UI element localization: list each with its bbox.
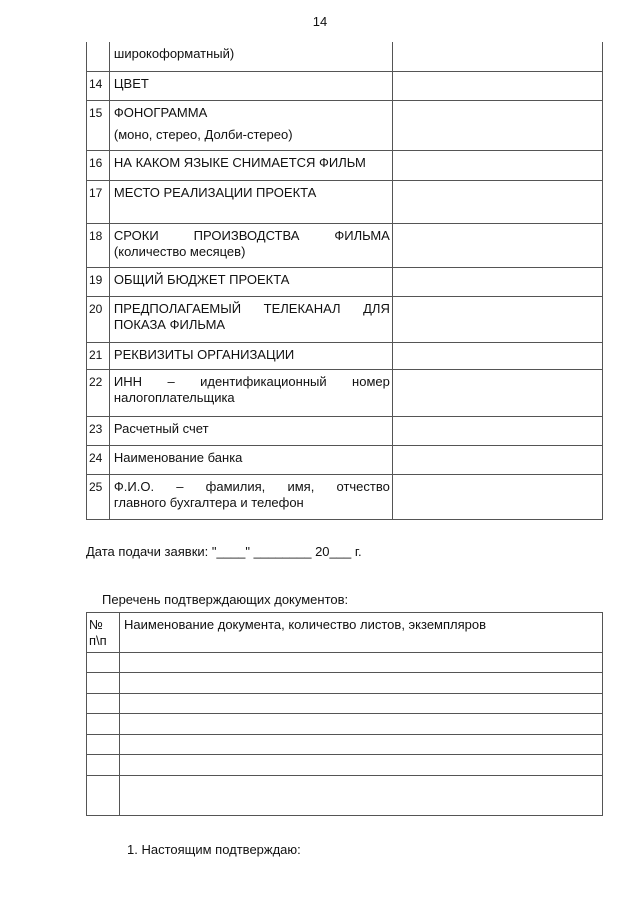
row-number: 17 bbox=[87, 180, 110, 223]
row-value-cell bbox=[392, 71, 602, 100]
table-row bbox=[87, 714, 603, 735]
row-label bbox=[109, 342, 392, 369]
row-label-text: ЦВЕТ bbox=[113, 75, 149, 91]
row-value-cell bbox=[392, 342, 602, 369]
row-label-text: РЕКВИЗИТЫ ОРГАНИЗАЦИИ bbox=[113, 346, 295, 362]
table-row bbox=[87, 735, 603, 755]
table-row bbox=[87, 223, 603, 267]
table-row bbox=[87, 369, 603, 416]
row-label-text: Ф.И.О. – фамилия, имя, отчество bbox=[113, 478, 390, 494]
row-value-cell bbox=[392, 416, 602, 445]
application-form-table bbox=[86, 42, 603, 520]
row-label-text: ПРЕДПОЛАГАЕМЫЙ ТЕЛЕКАНАЛ ДЛЯ bbox=[113, 300, 390, 316]
empty-cell bbox=[87, 755, 120, 776]
empty-cell bbox=[87, 694, 120, 714]
row-label-subtext: (количество месяцев) bbox=[113, 243, 246, 259]
row-label bbox=[109, 71, 392, 100]
row-number: 16 bbox=[87, 150, 110, 180]
row-label-subtext: главного бухгалтера и телефон bbox=[113, 494, 304, 510]
row-value-cell bbox=[392, 445, 602, 474]
application-date-line: Дата подачи заявки: "____" ________ 20___ г. bbox=[86, 544, 362, 559]
row-number: 25 bbox=[87, 474, 110, 519]
table-row bbox=[87, 755, 603, 776]
row-number: 23 bbox=[87, 416, 110, 445]
documents-table bbox=[86, 612, 603, 816]
row-number: 20 bbox=[87, 296, 110, 342]
table-row bbox=[87, 776, 603, 816]
row-label-text: НА КАКОМ ЯЗЫКЕ СНИМАЕТСЯ ФИЛЬМ bbox=[113, 154, 366, 170]
row-label-text: ОБЩИЙ БЮДЖЕТ ПРОЕКТА bbox=[113, 271, 290, 287]
table-row bbox=[87, 71, 603, 100]
row-value-cell bbox=[392, 474, 602, 519]
row-number bbox=[87, 42, 110, 71]
row-label bbox=[109, 42, 392, 71]
table-row bbox=[87, 474, 603, 519]
row-label-text: ИНН – идентификационный номер bbox=[113, 373, 390, 389]
table-header-row bbox=[87, 613, 603, 653]
row-number: 15 bbox=[87, 100, 110, 150]
row-number: 14 bbox=[87, 71, 110, 100]
row-number: 22 bbox=[87, 369, 110, 416]
row-label-subtext: налогоплательщика bbox=[113, 389, 235, 405]
row-number: 24 bbox=[87, 445, 110, 474]
row-label-text: ФОНОГРАММА bbox=[113, 104, 208, 120]
table-row bbox=[87, 416, 603, 445]
row-number: 21 bbox=[87, 342, 110, 369]
row-value-cell bbox=[392, 369, 602, 416]
empty-cell bbox=[120, 755, 603, 776]
empty-cell bbox=[87, 776, 120, 816]
row-value-cell bbox=[392, 180, 602, 223]
table-row bbox=[87, 653, 603, 673]
row-label bbox=[109, 180, 392, 223]
confirmation-line: 1. Настоящим подтверждаю: bbox=[127, 842, 301, 857]
table-row bbox=[87, 150, 603, 180]
row-label bbox=[109, 416, 392, 445]
empty-cell bbox=[120, 653, 603, 673]
empty-cell bbox=[120, 714, 603, 735]
header-document-name: Наименование документа, количество листов, экземпляров bbox=[120, 613, 603, 653]
empty-cell bbox=[120, 776, 603, 816]
table-row bbox=[87, 694, 603, 714]
empty-cell bbox=[120, 735, 603, 755]
row-value-cell bbox=[392, 42, 602, 71]
empty-cell bbox=[87, 673, 120, 694]
row-label-subtext: ПОКАЗА ФИЛЬМА bbox=[113, 316, 226, 332]
row-label-text: Расчетный счет bbox=[113, 420, 209, 436]
header-number: № п\п bbox=[87, 613, 120, 653]
empty-cell bbox=[87, 735, 120, 755]
table-row bbox=[87, 296, 603, 342]
row-label-text: МЕСТО РЕАЛИЗАЦИИ ПРОЕКТА bbox=[113, 184, 317, 200]
empty-cell bbox=[120, 694, 603, 714]
row-label bbox=[109, 100, 392, 150]
row-label bbox=[109, 223, 392, 267]
empty-cell bbox=[87, 714, 120, 735]
empty-cell bbox=[87, 653, 120, 673]
row-label bbox=[109, 369, 392, 416]
table-row bbox=[87, 673, 603, 694]
empty-cell bbox=[120, 673, 603, 694]
row-value-cell bbox=[392, 100, 602, 150]
row-label bbox=[109, 150, 392, 180]
table-row bbox=[87, 100, 603, 150]
row-label-text: СРОКИ ПРОИЗВОДСТВА ФИЛЬМА bbox=[113, 227, 390, 243]
row-number: 19 bbox=[87, 267, 110, 296]
row-label bbox=[109, 474, 392, 519]
row-value-cell bbox=[392, 267, 602, 296]
row-number: 18 bbox=[87, 223, 110, 267]
row-label-text: широкоформатный) bbox=[113, 46, 235, 61]
row-label-subtext: (моно, стерео, Долби-стерео) bbox=[113, 126, 293, 142]
table-row bbox=[87, 180, 603, 223]
table-row bbox=[87, 267, 603, 296]
row-value-cell bbox=[392, 296, 602, 342]
table-row bbox=[87, 342, 603, 369]
row-value-cell bbox=[392, 223, 602, 267]
row-label bbox=[109, 267, 392, 296]
documents-caption: Перечень подтверждающих документов: bbox=[102, 592, 349, 607]
table-row bbox=[87, 42, 603, 71]
row-value-cell bbox=[392, 150, 602, 180]
row-label bbox=[109, 296, 392, 342]
row-label-text: Наименование банка bbox=[113, 449, 243, 465]
page-number: 14 bbox=[312, 14, 328, 29]
table-row bbox=[87, 445, 603, 474]
row-label bbox=[109, 445, 392, 474]
